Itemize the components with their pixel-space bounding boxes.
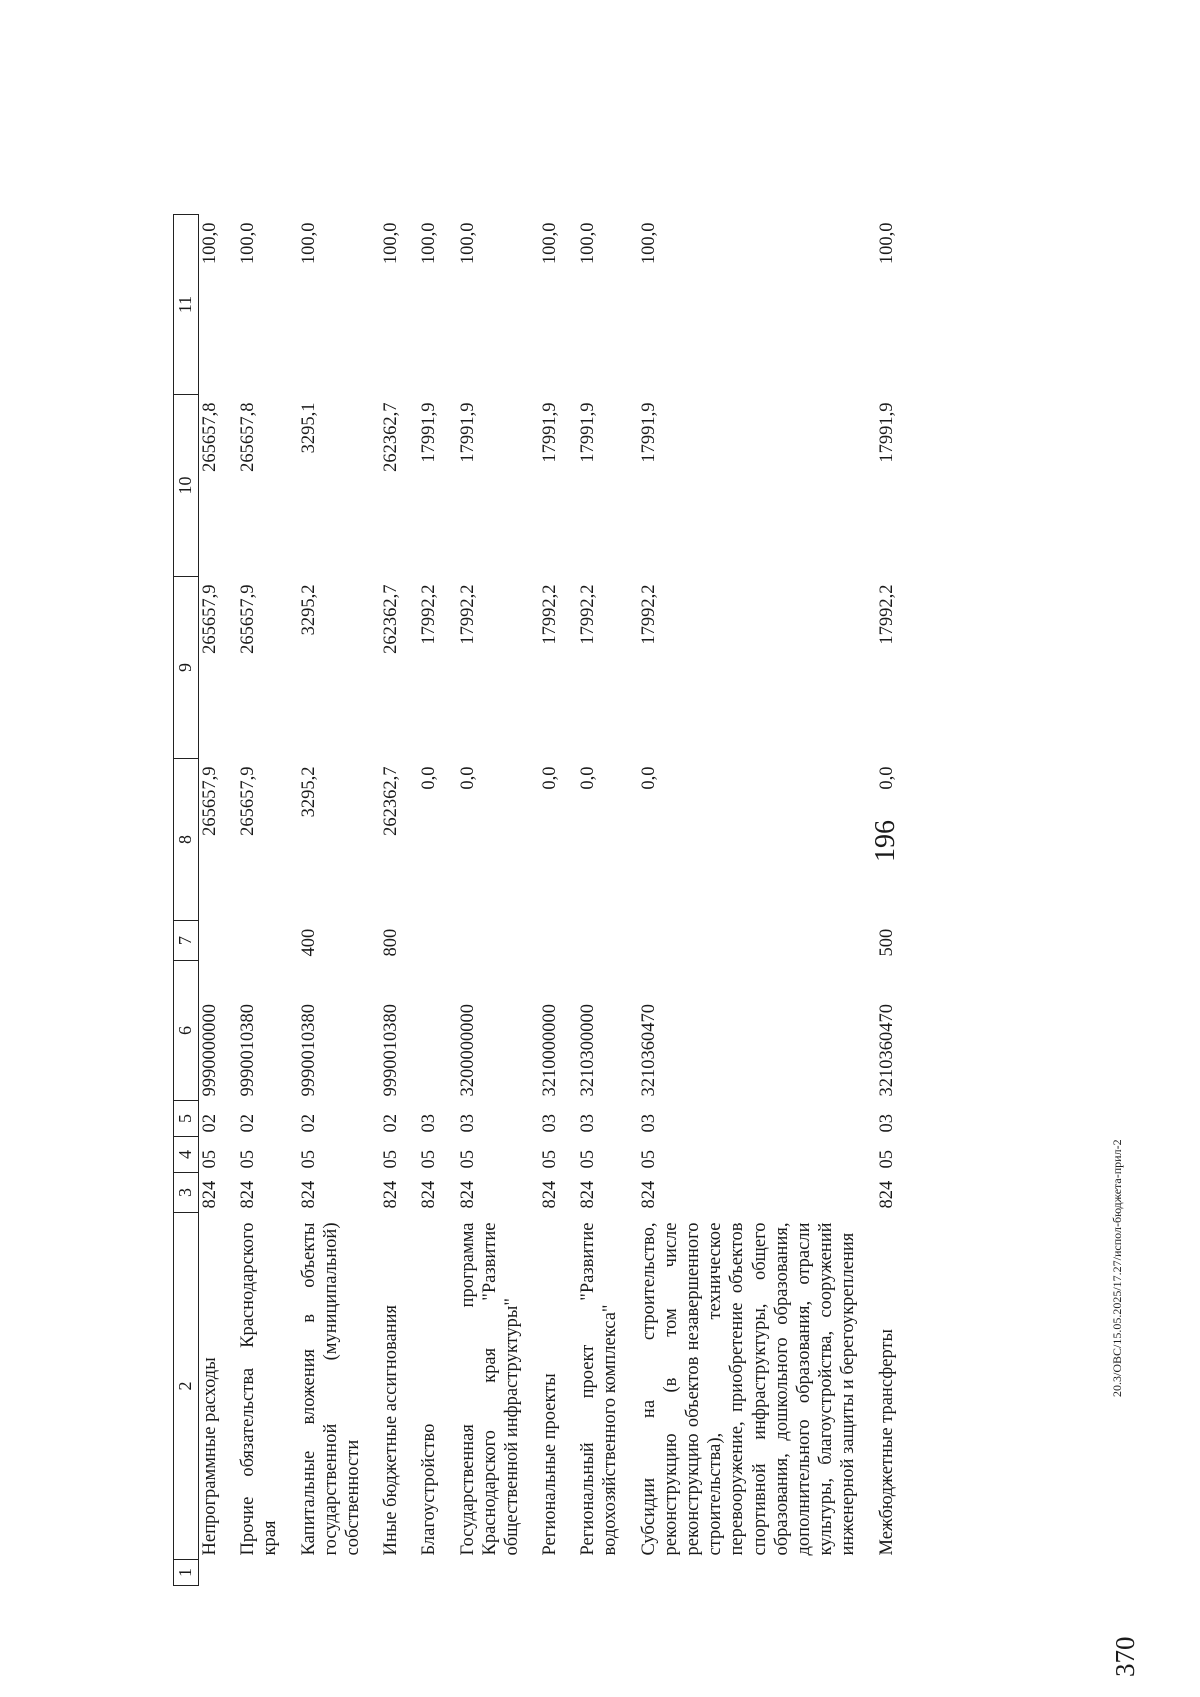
- column-header: 8: [174, 759, 199, 921]
- table-cell: 02: [238, 1114, 259, 1133]
- table-cell: 17991,9: [876, 402, 897, 463]
- table-cell: 05: [298, 1150, 319, 1169]
- table-cell: 100,0: [419, 222, 440, 265]
- table-cell: 02: [298, 1114, 319, 1133]
- table-cell: 400: [298, 928, 319, 957]
- row-description: Межбюджетные трансферты: [876, 1329, 897, 1556]
- page-number: 196: [870, 820, 901, 862]
- table-row: [539, 215, 577, 1586]
- table-cell: 05: [200, 1150, 220, 1169]
- table-cell: 800: [381, 928, 402, 957]
- table-cell: 17992,2: [419, 584, 440, 645]
- table-body: [199, 215, 914, 1586]
- table-cell: 265657,8: [200, 402, 220, 472]
- table-row: [418, 215, 456, 1586]
- table-cell: 824: [540, 1180, 561, 1209]
- table-cell: 3295,1: [298, 402, 319, 454]
- table-cell: [539, 921, 577, 961]
- table-cell: 17991,9: [578, 402, 599, 463]
- row-description: Благоустройство: [419, 1423, 440, 1556]
- table-cell: [298, 1560, 381, 1586]
- table-cell: 824: [200, 1180, 220, 1209]
- table-cell: 100,0: [540, 222, 561, 265]
- table-cell: 05: [540, 1150, 561, 1169]
- table-cell: 17991,9: [638, 402, 659, 463]
- table-cell: [237, 1560, 297, 1586]
- table-header: [174, 215, 199, 1586]
- column-header: 11: [174, 215, 199, 395]
- table-cell: 03: [419, 1114, 440, 1133]
- table-cell: 824: [419, 1180, 440, 1209]
- table-cell: 100,0: [876, 222, 897, 265]
- table-cell: 17992,2: [457, 584, 478, 645]
- table-cell: 262362,7: [381, 584, 402, 654]
- table-row: [199, 215, 238, 1586]
- table-cell: 3295,2: [298, 584, 319, 636]
- table-cell: [237, 921, 297, 961]
- table-cell: 265657,9: [238, 766, 259, 836]
- table-cell: 265657,8: [238, 402, 259, 472]
- table-cell: 9990010380: [298, 1004, 319, 1097]
- table-cell: 824: [876, 1180, 897, 1209]
- table-cell: 0,0: [578, 766, 599, 790]
- table-cell: [577, 1560, 637, 1586]
- table-cell: [539, 1560, 577, 1586]
- column-header: 6: [174, 961, 199, 1101]
- table-cell: 9990010380: [238, 1004, 259, 1097]
- table-cell: 824: [298, 1180, 319, 1209]
- table-cell: 17991,9: [540, 402, 561, 463]
- table-cell: 100,0: [238, 222, 259, 265]
- table-cell: 9990010380: [381, 1004, 402, 1097]
- table-row: [577, 215, 637, 1586]
- column-header: 1: [174, 1560, 199, 1586]
- bottom-page-number: 370: [1110, 1636, 1140, 1677]
- column-header: 2: [174, 1213, 199, 1560]
- table-cell: 265657,9: [200, 584, 220, 654]
- table-cell: 03: [540, 1114, 561, 1133]
- table-cell: 262362,7: [381, 766, 402, 836]
- table-cell: 824: [638, 1180, 659, 1209]
- table-cell: 05: [876, 1150, 897, 1169]
- table-cell: [638, 921, 876, 961]
- table-cell: 824: [381, 1180, 402, 1209]
- table-cell: 17992,2: [540, 584, 561, 645]
- table-row: [638, 215, 876, 1586]
- row-description: Государственная программа Краснодарского края "Развитие общественной инфраструктуры": [457, 1222, 522, 1556]
- table-cell: 0,0: [457, 766, 478, 790]
- table-cell: 3210300000: [578, 1004, 599, 1097]
- table-cell: [418, 1560, 456, 1586]
- table-cell: [457, 921, 540, 961]
- table-cell: 100,0: [638, 222, 659, 265]
- table-cell: [199, 921, 238, 961]
- table-cell: 9990000000: [200, 1004, 220, 1097]
- table-row: [380, 215, 418, 1586]
- table-cell: 17992,2: [578, 584, 599, 645]
- table-cell: 17991,9: [457, 402, 478, 463]
- table-cell: 03: [578, 1114, 599, 1133]
- table-cell: [876, 1560, 914, 1586]
- column-header: 10: [174, 395, 199, 577]
- row-description: Непрограммные расходы: [200, 1357, 220, 1556]
- table-cell: 05: [238, 1150, 259, 1169]
- table-cell: [418, 921, 456, 961]
- table-cell: 0,0: [638, 766, 659, 790]
- table-cell: 824: [578, 1180, 599, 1209]
- table-cell: 0,0: [540, 766, 561, 790]
- table-cell: [380, 1560, 418, 1586]
- table-cell: 05: [457, 1150, 478, 1169]
- table-cell: [418, 961, 456, 1101]
- column-header: 7: [174, 921, 199, 961]
- column-header: 4: [174, 1137, 199, 1173]
- footer-code: 20.3/ОВС/15.05.2025/17.27/испол-бюджета-прил-2: [1110, 1139, 1124, 1397]
- table-cell: 824: [238, 1180, 259, 1209]
- table-row: [457, 215, 540, 1586]
- table-cell: 100,0: [200, 222, 220, 265]
- table-cell: 265657,9: [200, 766, 220, 836]
- table-cell: 02: [200, 1114, 220, 1133]
- table-cell: 17992,2: [876, 584, 897, 645]
- table-cell: 3295,2: [298, 766, 319, 818]
- row-description: Иные бюджетные ассигнования: [381, 1304, 402, 1556]
- table-row: [237, 215, 297, 1586]
- table-cell: 02: [381, 1114, 402, 1133]
- table-cell: [577, 921, 637, 961]
- table-cell: 03: [638, 1114, 659, 1133]
- row-description: Региональные проекты: [540, 1373, 561, 1556]
- table-cell: 100,0: [381, 222, 402, 265]
- column-header: 5: [174, 1101, 199, 1137]
- table-cell: 100,0: [298, 222, 319, 265]
- table-row: [298, 215, 381, 1586]
- table-cell: 265657,9: [238, 584, 259, 654]
- table-cell: [457, 1560, 540, 1586]
- table-cell: 17991,9: [419, 402, 440, 463]
- table-cell: 0,0: [876, 766, 897, 790]
- column-header: 9: [174, 577, 199, 759]
- table-cell: 100,0: [457, 222, 478, 265]
- table-cell: 3210360470: [638, 1004, 659, 1097]
- table-cell: 05: [381, 1150, 402, 1169]
- table-cell: 05: [638, 1150, 659, 1169]
- row-description: Субсидии на строительство, реконструкцию (в том числе реконструкцию объектов незавершенного строительства), техническое перевооружение, приобретение объектов спортивной инфраструктуры, общего образования, дошкольного образования, дополнительного образования, отрасли культуры, благоустройства, сооружений инженерной защиты и берегоукрепления: [638, 1222, 859, 1556]
- table-cell: 100,0: [578, 222, 599, 265]
- table-cell: 17992,2: [638, 584, 659, 645]
- table-cell: [638, 1560, 876, 1586]
- table-cell: [199, 1560, 238, 1586]
- table-cell: 3210360470: [876, 1004, 897, 1097]
- row-description: Региональный проект "Развитие водохозяйственного комплекса": [578, 1222, 621, 1556]
- table-cell: 05: [578, 1150, 599, 1169]
- table-cell: 262362,7: [381, 402, 402, 472]
- column-header: 3: [174, 1173, 199, 1213]
- row-description: Капитальные вложения в объекты государственной (муниципальной) собственности: [298, 1222, 363, 1556]
- budget-table: [173, 214, 914, 1586]
- table-cell: 3210000000: [540, 1004, 561, 1097]
- table-cell: 500: [876, 928, 897, 957]
- table-cell: 3200000000: [457, 1004, 478, 1097]
- table-cell: 0,0: [419, 766, 440, 790]
- table-row: [876, 215, 914, 1586]
- row-description: Прочие обязательства Краснодарского края: [238, 1222, 281, 1556]
- table-cell: 05: [419, 1150, 440, 1169]
- table-cell: 03: [457, 1114, 478, 1133]
- table-cell: 824: [457, 1180, 478, 1209]
- table-cell: 03: [876, 1114, 897, 1133]
